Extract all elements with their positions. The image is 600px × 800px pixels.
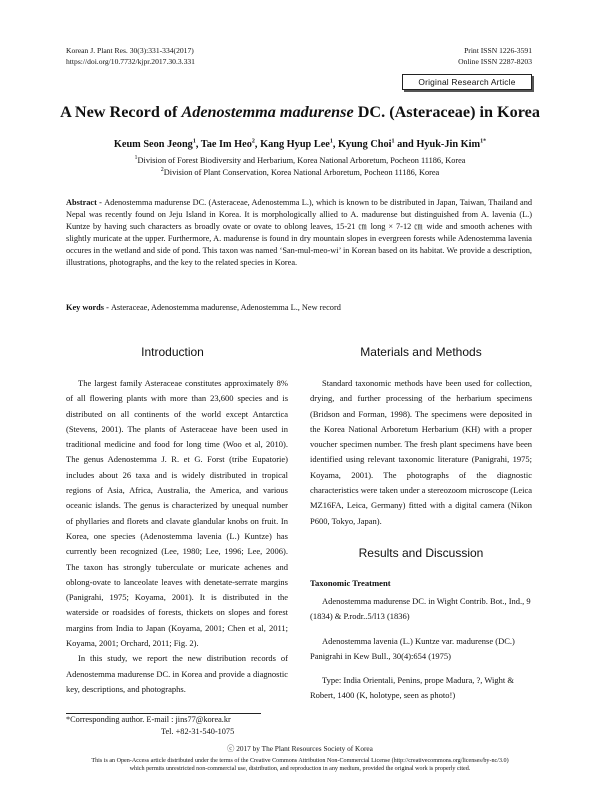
author-affil-mark: 1* [480,138,487,145]
print-issn: Print ISSN 1226-3591 [464,46,532,55]
abstract-text: Adenostemma madurense DC. (Asteraceae, Adenostemma L.), which is known to be distributed in Japan, Taiwan, Thailand and Nepal was recently found on Jeju Island in Korea. It is morphologically allied to A. madurense but distinguished from A. lavenia (L.) Kuntze by having such characters as broadly ovate or ovate to oblong leaves, 15-21 ㎝ long × 7-12 ㎝ wide and smooth achenes with slightly muricate at the upper. Furthermore, A. madurense is found in dry mountain slopes in evergreen forests while Adenostemma lavenia occures in the wetland and side of pond. This taxon was named ‘San-mul-meo-wi’ in Korean based on its habitat. We provide a description, illustrations, photographs, and the key to the related species in Korea. [66,198,532,267]
methods-body [310,376,532,529]
abstract-label: Abstract - [66,198,105,207]
introduction-heading: Introduction [141,345,204,359]
title-species: Adenostemma madurense [181,103,354,121]
corresponding-author [66,714,234,737]
affil-mark: 1 [134,155,138,162]
author-name: Kang Hyup Lee [260,139,330,150]
taxon-entry: Adenostemma madurense DC. in Wight Contrib. Bot., Ind., 9 (1834) & P.rodr..5/l13 (1836) [310,596,531,622]
doi-link[interactable]: https://doi.org/10.7732/kjpr.2017.30.3.331 [66,57,195,66]
license-notice [0,757,600,774]
online-issn: Online ISSN 2287-8203 [458,57,532,66]
author-affil-mark: 1 [329,138,333,145]
keywords [66,303,532,312]
author-email: *Corresponding author. E-mail : jins77@korea.kr [66,715,231,724]
paragraph: The largest family Asteraceae constitutes approximately 8% of all flowering plants with more than 23,600 species and is distributed on all continents of the world except Antarctica (Stevens, 2001). The plants of Asteraceae have been used in traditional medicine and food for long time (Woo et al, 2010). The genus Adenostemma J. R. et G. Forst (tribe Eupatorie) includes about 26 taxa and is widely distributed in tropical regions of Asia, Africa, Australia, the America, and various oceanic islands. The genus is characterized by unequal number of phyllaries and florets and clavate glandular knobs on fruit. In Korea, one species (Adenostemma lavenia (L.) Kuntze) has currently been recognized (Lee, 1980; Lee, 1996; Lee, 2006). The taxon has strongly tuberculate or muricate achenes and oblong-ovate to lanceolate leaves with denetate-serrate margins (Panigrahi, 1975; Koyama, 2001). It is distributed in the waterside or roadsides of forests, thickets on slopes and forest margins from India to Japan (Koyama, 2001; Chen et al, 2011; Koyama, 2001; Orchard, 2011; Fig. 2). [66,378,288,649]
article-type-badge: Original Research Article [402,74,532,90]
author-list: Keum Seon Jeong$^1$, Tae Im Heo$^2$, Kang Hyup Lee$^1$, Kyung Choi$^1$ and Hyuk-Jin Kim$^{1*}$ [113,138,487,150]
taxonomic-treatment-heading: Taxonomic Treatment [310,578,391,588]
license-line: This is an Open-Access article distributed under the terms of the Creative Commons Attribution Non-Commercial License (http://creativecommons.org/licenses/by-nc/3.0) [91,758,509,764]
title-suffix: DC. (Asteraceae) in Korea [353,103,540,121]
abstract [66,197,532,268]
taxonomy-entries [310,594,532,704]
affiliations [0,155,600,179]
title-prefix: A New Record of [60,103,182,121]
license-line: which permits unrestricted non-commercial use, distribution, and reproduction in any medium, provided the original work is properly cited. [129,766,471,773]
paragraph: Standard taxonomic methods have been used for collection, drying, and further processing of the herbarium specimens (Bridson and Forman, 1998). The specimens were deposited in the Korea National Arboretum Herbarium (KH) with a proper voucher specimen number. The fresh plant specimens have been identified using relevant taxonomic literature (Panigrahi, 1975; Koyama, 2001). The photographs of the diagnostic characteristics were taken under a stereozoom microscope (Leica MZ16FA, Leica, Germany) fitted with a digital camera (Nikon P600, Tokyo, Japan). [310,378,532,526]
author-affil-mark: 2 [251,138,255,145]
affiliation: $^2$Division of Plant Conservation, Korea National Arboretum, Pocheon 11186, Korea [160,167,440,177]
author-name: Kyung Choi [338,139,392,150]
journal-header [66,45,195,67]
taxon-entry: Type: India Orientali, Penins, prope Madura, ?, Wight & Robert, 1400 (K, holotype, seen as photo!) [310,675,515,701]
copyright: ⓒ 2017 by The Plant Resources Society of Korea [227,744,373,753]
keywords-label: Key words - [66,303,111,312]
paper-title [0,103,600,122]
author-phone: Tel. +82-31-540-1075 [161,726,235,736]
affiliation: $^1$Division of Forest Biodiversity and Herbarium, Korea National Arboretum, Pocheon 11186, Korea [134,155,466,165]
journal-citation: Korean J. Plant Res. 30(3):331-334(2017) [66,46,194,55]
taxon-entry: Adenostemma lavenia (L.) Kuntze var. madurense (DC.) Panigrahi in Kew Bull., 30(4):654 (1975) [310,635,515,661]
issn-block [458,45,532,67]
results-heading: Results and Discussion [358,546,484,560]
affil-mark: 2 [160,167,164,174]
keywords-text: Asteraceae, Adenostemma madurense, Adenostemma L., New record [110,303,341,312]
author-name: Tae Im Heo [200,139,252,150]
methods-heading: Materials and Methods [360,345,482,359]
author-name: Keum Seon Jeong [113,139,193,150]
introduction-body [66,376,288,697]
author-affil-mark: 1 [391,138,395,145]
author-name: Hyuk-Jin Kim [416,139,481,150]
author-affil-mark: 1 [192,138,196,145]
paragraph: In this study, we report the new distribution records of Adenostemma madurense DC. in Korea and provide a diagnostic key, descriptions, and photographs. [66,653,288,694]
